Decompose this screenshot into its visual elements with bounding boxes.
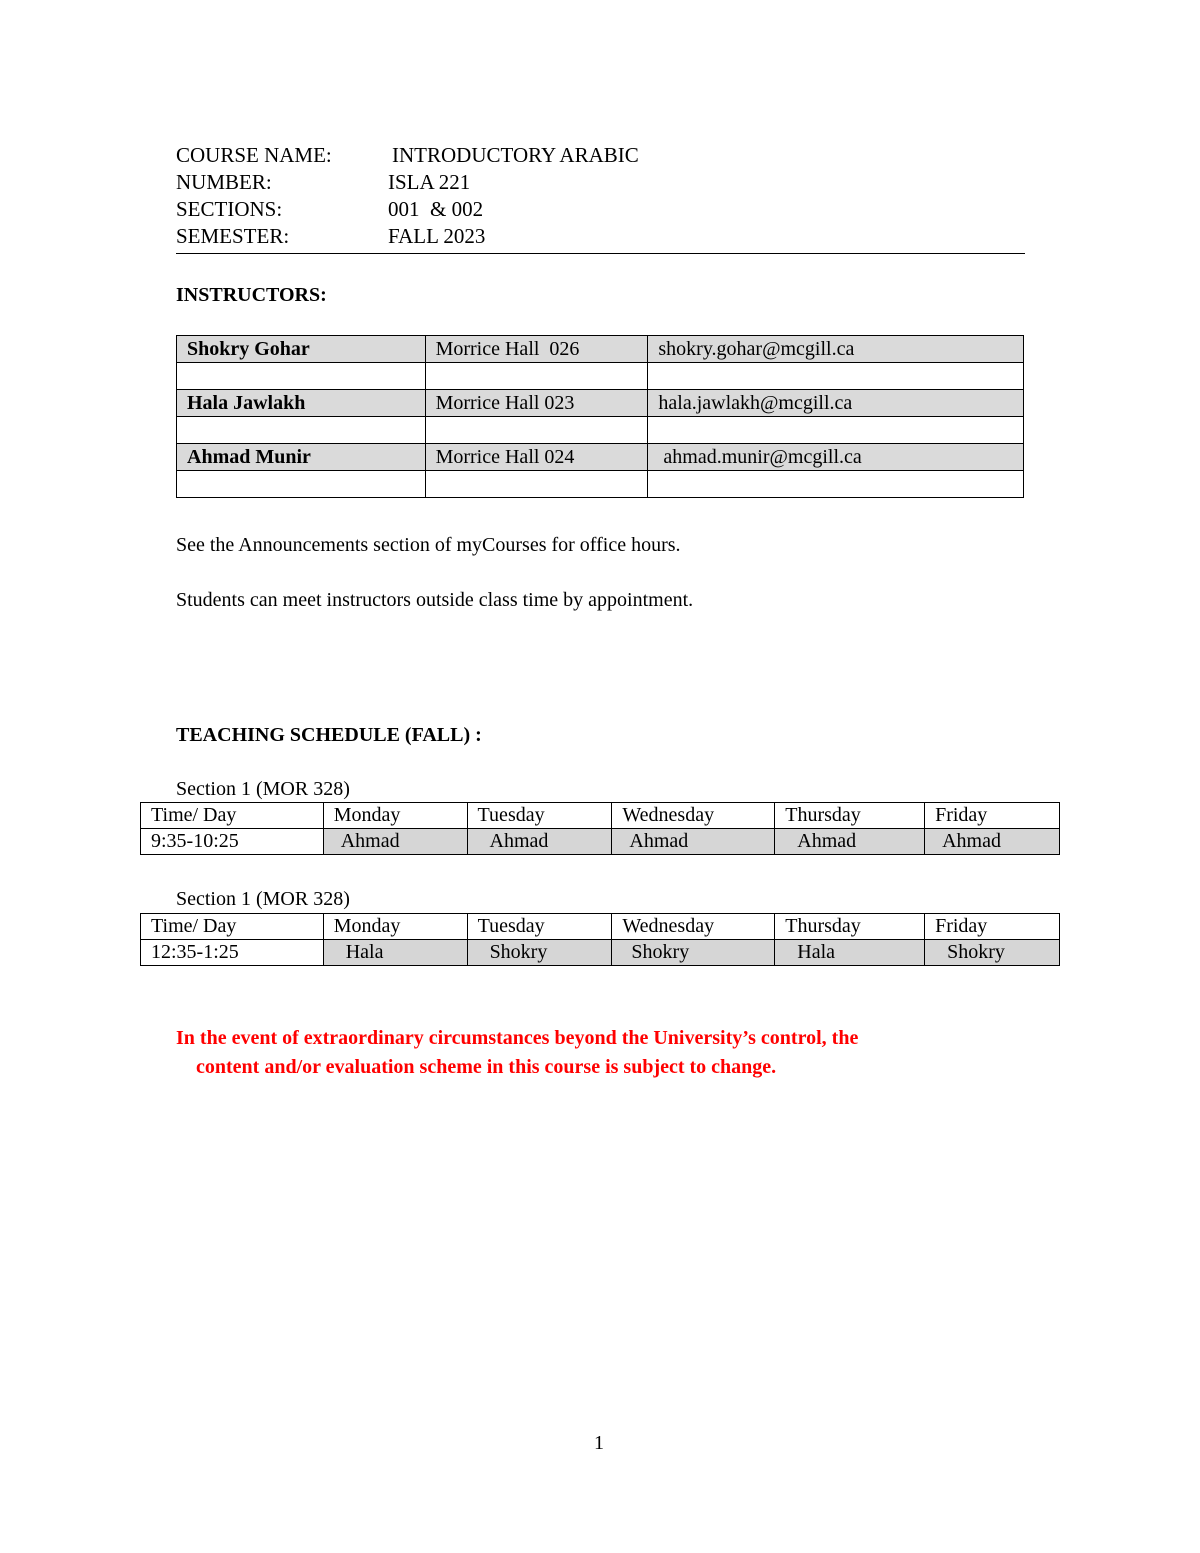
instructor-cell: Shokry [467, 940, 612, 966]
table-row [177, 336, 1024, 363]
instructors-heading: INSTRUCTORS: [176, 284, 327, 306]
instructor-cell: Hala [323, 940, 467, 966]
course-name-row [176, 142, 1025, 169]
course-semester-value: FALL 2023 [388, 224, 486, 248]
warning-line-2: content and/or evaluation scheme in this course is subject to change. [196, 1056, 777, 1078]
header-cell: Thursday [775, 803, 925, 829]
table-header-row [141, 803, 1060, 829]
instructor-cell: Hala [775, 940, 925, 966]
course-name-label: COURSE NAME: [176, 143, 332, 167]
course-number-row [176, 169, 1025, 196]
instructor-cell: Ahmad [925, 829, 1060, 855]
time-cell: 9:35-10:25 [141, 829, 324, 855]
header-cell: Time/ Day [141, 803, 324, 829]
header-cell: Tuesday [467, 803, 612, 829]
course-sections-value: 001 & 002 [388, 197, 484, 221]
course-semester-row [176, 223, 1025, 250]
header-divider [176, 253, 1025, 254]
course-info [176, 142, 1025, 250]
section-label: Section 1 (MOR 328) [176, 778, 350, 800]
header-cell: Friday [925, 914, 1060, 940]
table-row [177, 390, 1024, 417]
course-number-label: NUMBER: [176, 170, 272, 194]
instructor-office: Morrice Hall 026 [425, 336, 648, 363]
time-cell: 12:35-1:25 [141, 940, 324, 966]
header-cell: Time/ Day [141, 914, 324, 940]
instructor-name: Hala Jawlakh [177, 390, 426, 417]
table-row [141, 940, 1060, 966]
header-cell: Monday [323, 803, 467, 829]
table-header-row [141, 914, 1060, 940]
header-cell: Monday [323, 914, 467, 940]
table-row-blank [177, 471, 1024, 498]
instructor-office: Morrice Hall 024 [425, 444, 648, 471]
section-label: Section 1 (MOR 328) [176, 888, 350, 910]
instructor-name: Shokry Gohar [177, 336, 426, 363]
course-sections-label: SECTIONS: [176, 197, 283, 221]
header-cell: Wednesday [612, 914, 775, 940]
table-row [177, 444, 1024, 471]
header-cell: Wednesday [612, 803, 775, 829]
instructor-cell: Ahmad [323, 829, 467, 855]
course-number-value: ISLA 221 [388, 170, 471, 194]
office-hours-note: See the Announcements section of myCourses for office hours. [176, 534, 681, 556]
instructor-email[interactable]: hala.jawlakh@mcgill.ca [648, 390, 1024, 417]
instructor-email[interactable]: shokry.gohar@mcgill.ca [648, 336, 1024, 363]
instructor-email[interactable]: ahmad.munir@mcgill.ca [648, 444, 1024, 471]
table-row-blank [177, 417, 1024, 444]
instructors-table [176, 335, 1024, 498]
instructor-cell: Shokry [925, 940, 1060, 966]
instructor-office: Morrice Hall 023 [425, 390, 648, 417]
page-number: 1 [594, 1432, 604, 1454]
header-cell: Thursday [775, 914, 925, 940]
course-semester-label: SEMESTER: [176, 224, 290, 248]
course-sections-row [176, 196, 1025, 223]
table-row [141, 829, 1060, 855]
instructor-cell: Shokry [612, 940, 775, 966]
header-cell: Friday [925, 803, 1060, 829]
instructor-cell: Ahmad [775, 829, 925, 855]
change-warning [176, 1024, 1026, 1082]
instructor-cell: Ahmad [467, 829, 612, 855]
instructor-cell: Ahmad [612, 829, 775, 855]
instructor-name: Ahmad Munir [177, 444, 426, 471]
schedule-table [140, 802, 1060, 855]
table-row-blank [177, 363, 1024, 390]
course-name-value: INTRODUCTORY ARABIC [392, 143, 639, 167]
warning-line-1: In the event of extraordinary circumstances beyond the University’s control, the [176, 1027, 859, 1049]
appointment-note: Students can meet instructors outside class time by appointment. [176, 589, 694, 611]
schedule-heading: TEACHING SCHEDULE (FALL) : [176, 724, 482, 746]
header-cell: Tuesday [467, 914, 612, 940]
schedule-table [140, 913, 1060, 966]
